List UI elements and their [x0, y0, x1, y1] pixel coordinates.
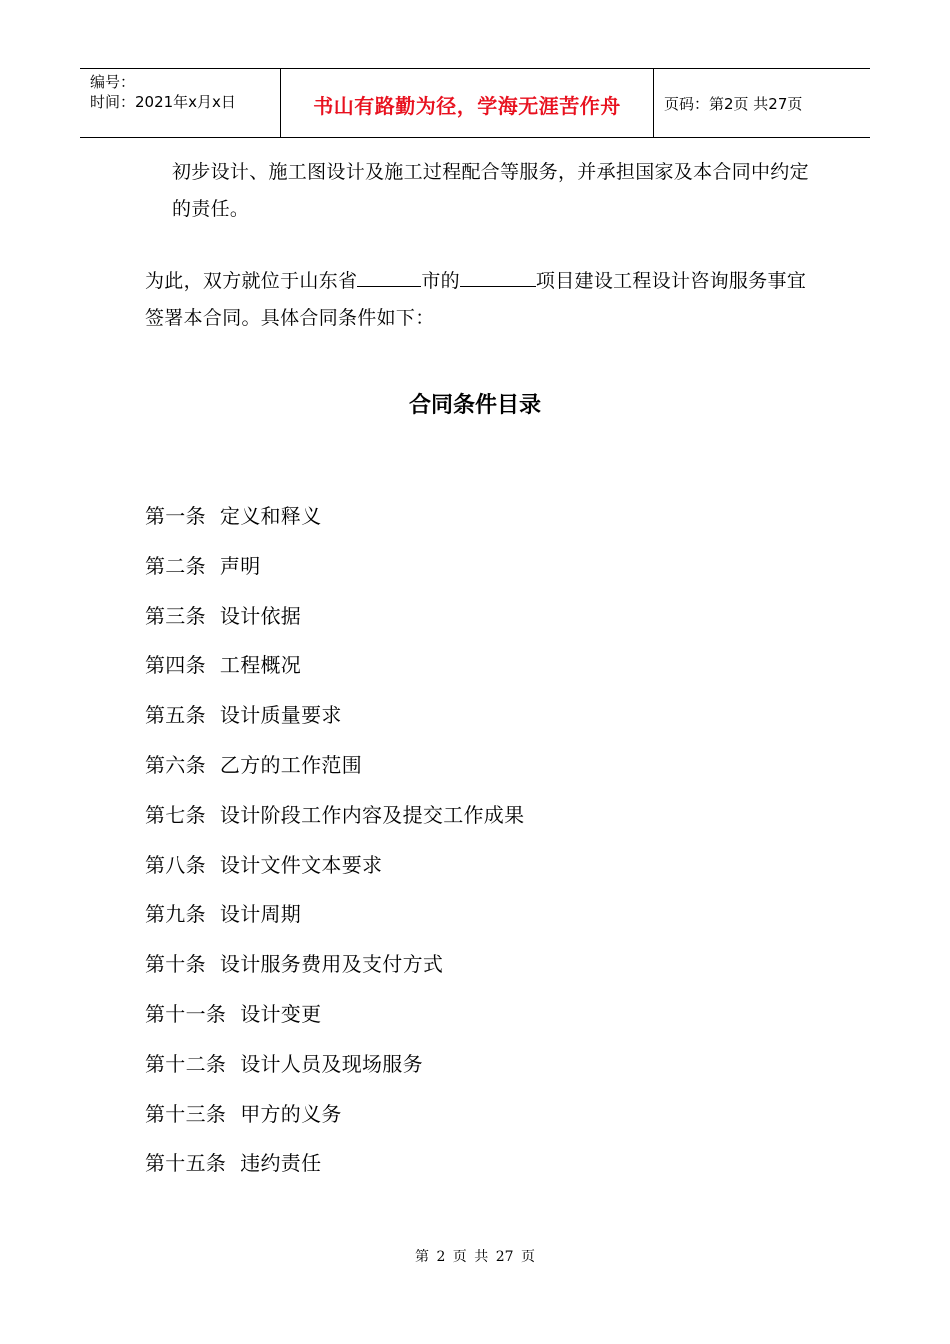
page-footer: 第 2 页 共 27 页: [415, 1249, 535, 1265]
project-blank: [460, 265, 536, 287]
toc-item-number: 第十条: [145, 952, 206, 977]
toc-item-number: 第四条: [145, 653, 206, 678]
toc-item-title: 定义和释义: [219, 504, 322, 528]
toc-item-number: 第十三条: [145, 1101, 227, 1126]
toc-item: [145, 797, 524, 847]
city-blank: [357, 265, 421, 287]
toc-item-number: 第三条: [145, 603, 206, 628]
toc-item-number: 第七条: [145, 802, 206, 827]
toc-item-title: 设计质量要求: [219, 703, 342, 728]
scope-paragraph: [145, 263, 825, 337]
page-header: [80, 68, 870, 138]
toc-item-number: 第二条: [145, 553, 206, 578]
toc-title: 合同条件目录: [408, 393, 541, 418]
toc-item-title: 工程概况: [219, 653, 302, 678]
scope-text-part1: 为此，双方就位于山东省: [145, 270, 358, 292]
toc-item: [145, 598, 524, 648]
toc-item-number: 第十一条: [145, 1001, 227, 1026]
toc-item-number: 第八条: [145, 852, 206, 877]
toc-item: [145, 896, 524, 946]
toc-item-title: 设计人员及现场服务: [240, 1051, 423, 1076]
toc-item: [145, 946, 524, 996]
toc-item-number: 第一条: [145, 504, 206, 528]
toc-item: [145, 1145, 524, 1195]
toc-item: [145, 647, 524, 697]
toc-item-title: 设计变更: [240, 1001, 322, 1026]
toc-item-title: 违约责任: [240, 1151, 322, 1176]
toc-item-title: 声明: [219, 553, 261, 578]
toc-item-number: 第九条: [145, 902, 206, 927]
header-meta: [80, 69, 281, 137]
toc-item: [145, 1046, 524, 1096]
toc-item: [145, 747, 524, 797]
toc-item-title: 设计周期: [219, 902, 302, 927]
toc-item-title: 设计文件文本要求: [219, 852, 383, 877]
toc-item: [145, 847, 524, 897]
toc-item-title: 设计依据: [219, 603, 302, 628]
toc-item-title: 乙方的工作范围: [219, 752, 363, 777]
toc-item-number: 第五条: [145, 703, 206, 728]
toc-item-title: 设计服务费用及支付方式: [219, 952, 444, 977]
toc-item: [145, 697, 524, 747]
header-motto: 书山有路勤为径，学海无涯苦作舟: [281, 69, 654, 137]
document-date: 时间：2021年x月x日: [90, 93, 236, 111]
toc-item: [145, 498, 524, 548]
toc-item-number: 第十二条: [145, 1051, 227, 1076]
toc-item-title: 设计阶段工作内容及提交工作成果: [219, 802, 525, 827]
toc-item: [145, 548, 524, 598]
toc-list: [145, 498, 524, 1195]
header-page-info: 页码：第2页 共27页: [664, 94, 803, 113]
intro-paragraph: 初步设计、施工图设计及施工过程配合等服务，并承担国家及本合同中约定的责任。: [172, 161, 809, 220]
document-number-label: 编号：: [90, 73, 136, 91]
toc-item-number: 第十五条: [145, 1151, 227, 1176]
toc-item-number: 第六条: [145, 752, 206, 777]
toc-item-title: 甲方的义务: [240, 1101, 342, 1126]
scope-text-part2: 市的: [421, 270, 460, 292]
toc-item: [145, 996, 524, 1046]
toc-item: [145, 1096, 524, 1146]
scope-text-part3: 项目建设工程设计咨询服务事宜签署本合同。具体合同条件如下：: [145, 270, 807, 329]
